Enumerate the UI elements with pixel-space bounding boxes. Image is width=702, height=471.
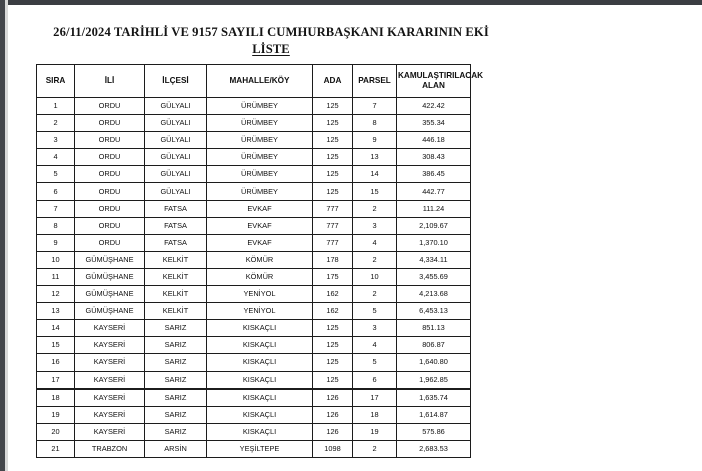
cell-sira: 17 — [37, 371, 75, 389]
cell-sira: 5 — [37, 166, 75, 183]
cell-ada: 125 — [313, 320, 353, 337]
table-header-row — [37, 65, 471, 98]
cell-sira: 2 — [37, 115, 75, 132]
cell-mahalle: KISKAÇLI — [207, 337, 313, 354]
cell-mahalle: ÜRÜMBEY — [207, 98, 313, 115]
cell-ilce: ARSİN — [145, 440, 207, 457]
table-row — [37, 251, 471, 268]
cell-ada: 162 — [313, 303, 353, 320]
cell-alan: 1,635.74 — [397, 389, 471, 407]
cell-ada: 125 — [313, 98, 353, 115]
cell-ilce: KELKİT — [145, 251, 207, 268]
cell-ilce: SARIZ — [145, 406, 207, 423]
cell-sira: 19 — [37, 406, 75, 423]
cell-alan: 1,962.85 — [397, 371, 471, 389]
cell-mahalle: KISKAÇLI — [207, 320, 313, 337]
cell-il: ORDU — [75, 132, 145, 149]
cell-sira: 9 — [37, 234, 75, 251]
cell-sira: 12 — [37, 286, 75, 303]
cell-ada: 126 — [313, 423, 353, 440]
cell-mahalle: EVKAF — [207, 217, 313, 234]
cell-ilce: FATSA — [145, 234, 207, 251]
cell-alan: 355.34 — [397, 115, 471, 132]
cell-ilce: SARIZ — [145, 337, 207, 354]
cell-ilce: FATSA — [145, 217, 207, 234]
cell-sira: 14 — [37, 320, 75, 337]
table-row — [37, 337, 471, 354]
cell-ada: 126 — [313, 389, 353, 407]
cell-parsel: 17 — [353, 389, 397, 407]
cell-ada: 178 — [313, 251, 353, 268]
cell-parsel: 18 — [353, 406, 397, 423]
cell-mahalle: KÖMÜR — [207, 251, 313, 268]
cell-parsel: 13 — [353, 149, 397, 166]
cell-ada: 777 — [313, 234, 353, 251]
cell-il: GÜMÜŞHANE — [75, 303, 145, 320]
cell-parsel: 2 — [353, 251, 397, 268]
column-header-parsel: PARSEL — [353, 65, 397, 98]
cell-ada: 126 — [313, 406, 353, 423]
cell-sira: 20 — [37, 423, 75, 440]
cell-ada: 1098 — [313, 440, 353, 457]
cell-parsel: 5 — [353, 354, 397, 371]
cell-mahalle: KISKAÇLI — [207, 371, 313, 389]
cell-ilce: GÜLYALI — [145, 183, 207, 200]
table-row — [37, 98, 471, 115]
cell-parsel: 4 — [353, 234, 397, 251]
cell-sira: 8 — [37, 217, 75, 234]
cell-il: KAYSERİ — [75, 371, 145, 389]
cell-ilce: GÜLYALI — [145, 115, 207, 132]
table-body — [37, 98, 471, 458]
table-row — [37, 389, 471, 407]
table-row — [37, 440, 471, 457]
cell-parsel: 3 — [353, 320, 397, 337]
cell-alan: 1,640.80 — [397, 354, 471, 371]
cell-ilce: GÜLYALI — [145, 149, 207, 166]
cell-il: KAYSERİ — [75, 354, 145, 371]
cell-alan: 2,109.67 — [397, 217, 471, 234]
cell-alan: 6,453.13 — [397, 303, 471, 320]
page-title — [36, 24, 506, 58]
cell-alan: 422.42 — [397, 98, 471, 115]
cell-parsel: 14 — [353, 166, 397, 183]
column-header-alan: KAMULAŞTIRILACAK ALAN — [397, 65, 471, 98]
cell-alan: 386.45 — [397, 166, 471, 183]
cell-alan: 4,334.11 — [397, 251, 471, 268]
cell-il: ORDU — [75, 200, 145, 217]
cell-il: ORDU — [75, 115, 145, 132]
cell-il: KAYSERİ — [75, 423, 145, 440]
cell-mahalle: KISKAÇLI — [207, 389, 313, 407]
cell-sira: 4 — [37, 149, 75, 166]
cell-ada: 125 — [313, 132, 353, 149]
cell-sira: 11 — [37, 268, 75, 285]
table-row — [37, 406, 471, 423]
cell-ada: 125 — [313, 149, 353, 166]
page-title-line2: LİSTE — [252, 42, 290, 56]
table-row — [37, 183, 471, 200]
cell-alan: 446.18 — [397, 132, 471, 149]
cell-il: KAYSERİ — [75, 389, 145, 407]
column-header-ilce: İLÇESİ — [145, 65, 207, 98]
cell-sira: 13 — [37, 303, 75, 320]
cell-alan: 851.13 — [397, 320, 471, 337]
expropriation-table-container — [36, 64, 484, 458]
cell-il: ORDU — [75, 217, 145, 234]
cell-parsel: 8 — [353, 115, 397, 132]
cell-parsel: 3 — [353, 217, 397, 234]
cell-mahalle: ÜRÜMBEY — [207, 149, 313, 166]
cell-il: KAYSERİ — [75, 320, 145, 337]
table-row — [37, 149, 471, 166]
cell-il: GÜMÜŞHANE — [75, 286, 145, 303]
table-row — [37, 234, 471, 251]
cell-ilce: GÜLYALI — [145, 166, 207, 183]
cell-mahalle: KÖMÜR — [207, 268, 313, 285]
column-header-il: İLİ — [75, 65, 145, 98]
table-header — [37, 65, 484, 98]
cell-mahalle: KISKAÇLI — [207, 423, 313, 440]
cell-il: KAYSERİ — [75, 337, 145, 354]
cell-mahalle: KISKAÇLI — [207, 406, 313, 423]
cell-ilce: SARIZ — [145, 354, 207, 371]
cell-parsel: 6 — [353, 371, 397, 389]
cell-sira: 6 — [37, 183, 75, 200]
cell-ada: 125 — [313, 371, 353, 389]
table-row — [37, 320, 471, 337]
cell-sira: 18 — [37, 389, 75, 407]
column-header-mahalle: MAHALLE/KÖY — [207, 65, 313, 98]
table-row — [37, 200, 471, 217]
cell-ilce: KELKİT — [145, 268, 207, 285]
cell-parsel: 2 — [353, 440, 397, 457]
cell-sira: 21 — [37, 440, 75, 457]
cell-ada: 777 — [313, 217, 353, 234]
cell-ada: 777 — [313, 200, 353, 217]
cell-ilce: KELKİT — [145, 286, 207, 303]
cell-parsel: 10 — [353, 268, 397, 285]
cell-il: GÜMÜŞHANE — [75, 251, 145, 268]
cell-ilce: SARIZ — [145, 389, 207, 407]
cell-sira: 16 — [37, 354, 75, 371]
cell-parsel: 5 — [353, 303, 397, 320]
cell-alan: 442.77 — [397, 183, 471, 200]
cell-ada: 162 — [313, 286, 353, 303]
cell-alan: 111.24 — [397, 200, 471, 217]
cell-mahalle: YENİYOL — [207, 286, 313, 303]
table-row — [37, 132, 471, 149]
cell-alan: 1,614.87 — [397, 406, 471, 423]
cell-mahalle: YENİYOL — [207, 303, 313, 320]
cell-sira: 3 — [37, 132, 75, 149]
cell-il: ORDU — [75, 149, 145, 166]
table-row — [37, 166, 471, 183]
cell-il: KAYSERİ — [75, 406, 145, 423]
cell-ada: 125 — [313, 183, 353, 200]
expropriation-table — [36, 64, 484, 458]
cell-mahalle: ÜRÜMBEY — [207, 183, 313, 200]
cell-ilce: GÜLYALI — [145, 132, 207, 149]
cell-ada: 125 — [313, 115, 353, 132]
cell-sira: 1 — [37, 98, 75, 115]
cell-alan: 3,455.69 — [397, 268, 471, 285]
cell-mahalle: EVKAF — [207, 234, 313, 251]
cell-ilce: FATSA — [145, 200, 207, 217]
cell-parsel: 9 — [353, 132, 397, 149]
cell-sira: 10 — [37, 251, 75, 268]
cell-alan: 1,370.10 — [397, 234, 471, 251]
page-title-line1: 26/11/2024 TARİHLİ VE 9157 SAYILI CUMHURBAŞKANI KARARININ EKİ — [53, 25, 489, 39]
cell-il: ORDU — [75, 183, 145, 200]
cell-il: ORDU — [75, 98, 145, 115]
column-header-ada: ADA — [313, 65, 353, 98]
cell-ada: 125 — [313, 166, 353, 183]
cell-ilce: SARIZ — [145, 320, 207, 337]
table-row — [37, 268, 471, 285]
cell-ada: 175 — [313, 268, 353, 285]
cell-mahalle: ÜRÜMBEY — [207, 166, 313, 183]
cell-parsel: 4 — [353, 337, 397, 354]
cell-il: TRABZON — [75, 440, 145, 457]
cell-il: ORDU — [75, 234, 145, 251]
cell-parsel: 15 — [353, 183, 397, 200]
cell-ilce: SARIZ — [145, 423, 207, 440]
cell-il: ORDU — [75, 166, 145, 183]
cell-parsel: 2 — [353, 286, 397, 303]
cell-ilce: KELKİT — [145, 303, 207, 320]
cell-ilce: GÜLYALI — [145, 98, 207, 115]
table-row — [37, 303, 471, 320]
cell-mahalle: KISKAÇLI — [207, 354, 313, 371]
cell-alan: 575.86 — [397, 423, 471, 440]
cell-il: GÜMÜŞHANE — [75, 268, 145, 285]
table-row — [37, 371, 471, 389]
column-header-sira: SIRA — [37, 65, 75, 98]
cell-parsel: 19 — [353, 423, 397, 440]
table-row — [37, 115, 471, 132]
cell-ada: 125 — [313, 337, 353, 354]
cell-parsel: 7 — [353, 98, 397, 115]
cell-alan: 4,213.68 — [397, 286, 471, 303]
cell-parsel: 2 — [353, 200, 397, 217]
cell-alan: 2,683.53 — [397, 440, 471, 457]
cell-mahalle: EVKAF — [207, 200, 313, 217]
table-row — [37, 354, 471, 371]
cell-mahalle: ÜRÜMBEY — [207, 132, 313, 149]
cell-ilce: SARIZ — [145, 371, 207, 389]
cell-mahalle: YEŞİLTEPE — [207, 440, 313, 457]
table-row — [37, 286, 471, 303]
cell-sira: 15 — [37, 337, 75, 354]
cell-alan: 806.87 — [397, 337, 471, 354]
cell-ada: 125 — [313, 354, 353, 371]
cell-alan: 308.43 — [397, 149, 471, 166]
cell-sira: 7 — [37, 200, 75, 217]
table-row — [37, 423, 471, 440]
cell-mahalle: ÜRÜMBEY — [207, 115, 313, 132]
table-row — [37, 217, 471, 234]
